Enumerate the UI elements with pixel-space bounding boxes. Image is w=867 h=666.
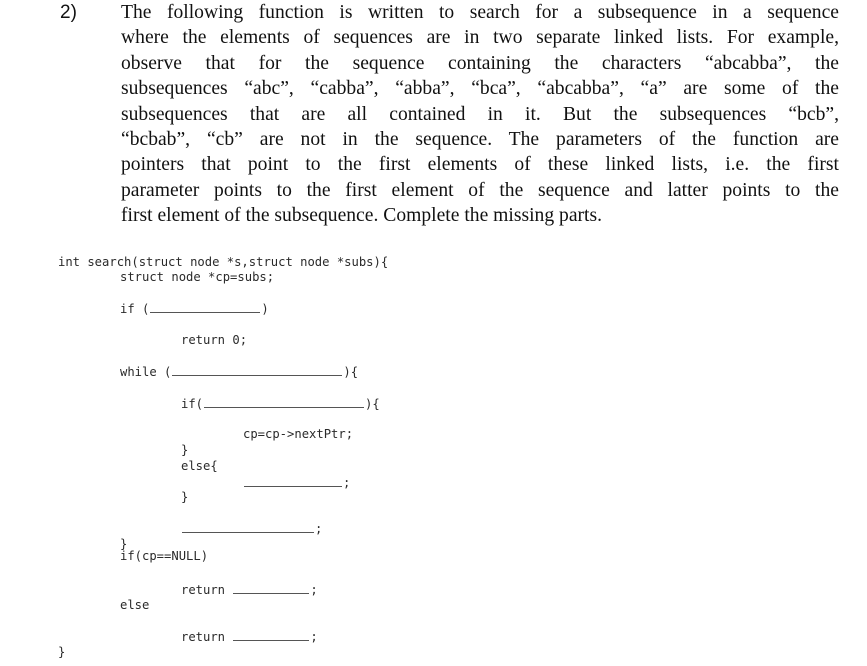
code-if-line	[120, 301, 269, 316]
code-while-open: while (	[120, 365, 172, 379]
answer-blank[interactable]	[172, 364, 342, 376]
code-semicolon: ;	[310, 583, 318, 597]
code-signature: int search(struct node *s,struct node *subs){	[58, 255, 389, 269]
code-if-open: if (	[120, 302, 150, 316]
code-return-line	[181, 582, 318, 597]
question-line: where the elements of sequences are in two separate linked lists. For example,	[121, 27, 839, 49]
code-else: else	[120, 598, 150, 612]
code-return: return	[181, 583, 226, 597]
code-declaration: struct node *cp=subs;	[120, 270, 275, 284]
code-semicolon: ;	[343, 476, 351, 490]
question-number: 2)	[60, 2, 77, 23]
answer-blank[interactable]	[244, 475, 342, 487]
code-inner-if-open: if(	[181, 397, 204, 411]
answer-blank[interactable]	[233, 629, 309, 641]
code-semicolon: ;	[315, 522, 323, 536]
code-semicolon: ;	[310, 630, 318, 644]
code-close-brace: }	[181, 443, 189, 457]
answer-blank[interactable]	[204, 396, 364, 408]
answer-blank[interactable]	[182, 521, 314, 533]
code-loop-body	[181, 521, 322, 536]
code-final-brace: }	[58, 645, 66, 659]
question-line: observe that for the sequence containing the characters “abcabba”, the	[121, 52, 839, 74]
code-return-zero: return 0;	[181, 333, 248, 347]
code-close-brace: }	[120, 537, 128, 551]
code-else-body	[243, 475, 350, 490]
question-line: parameter points to the first element of the sequence and latter points to the	[121, 179, 839, 201]
question-line: subsequences that are all contained in it. But the subsequences “bcb”,	[121, 103, 839, 125]
answer-blank[interactable]	[233, 582, 309, 594]
question-line: pointers that point to the first elements of these linked lists, i.e. the first	[121, 154, 839, 176]
question-line: The following function is written to search for a subsequence in a sequence	[121, 2, 839, 23]
question-line: subsequences “abc”, “cabba”, “abba”, “bca”, “abcabba”, “a” are some of the	[121, 78, 839, 100]
code-return: return	[181, 630, 226, 644]
code-else-open: else{	[181, 459, 218, 473]
code-inner-if-close: ){	[365, 397, 380, 411]
code-inner-if-line	[181, 396, 380, 411]
answer-blank[interactable]	[150, 301, 260, 313]
code-while-close: ){	[343, 365, 359, 379]
code-while-line	[120, 364, 358, 379]
code-close-brace: }	[181, 490, 189, 504]
code-return-line	[181, 629, 318, 644]
question-line: “bcbab”, “cb” are not in the sequence. The parameters of the function are	[121, 128, 839, 150]
code-if-close: )	[261, 302, 269, 316]
code-advance: cp=cp->nextPtr;	[243, 427, 354, 441]
code-if-null: if(cp==NULL)	[120, 549, 209, 563]
question-text	[121, 0, 839, 229]
question-line: first element of the subsequence. Complete the missing parts.	[121, 205, 603, 227]
